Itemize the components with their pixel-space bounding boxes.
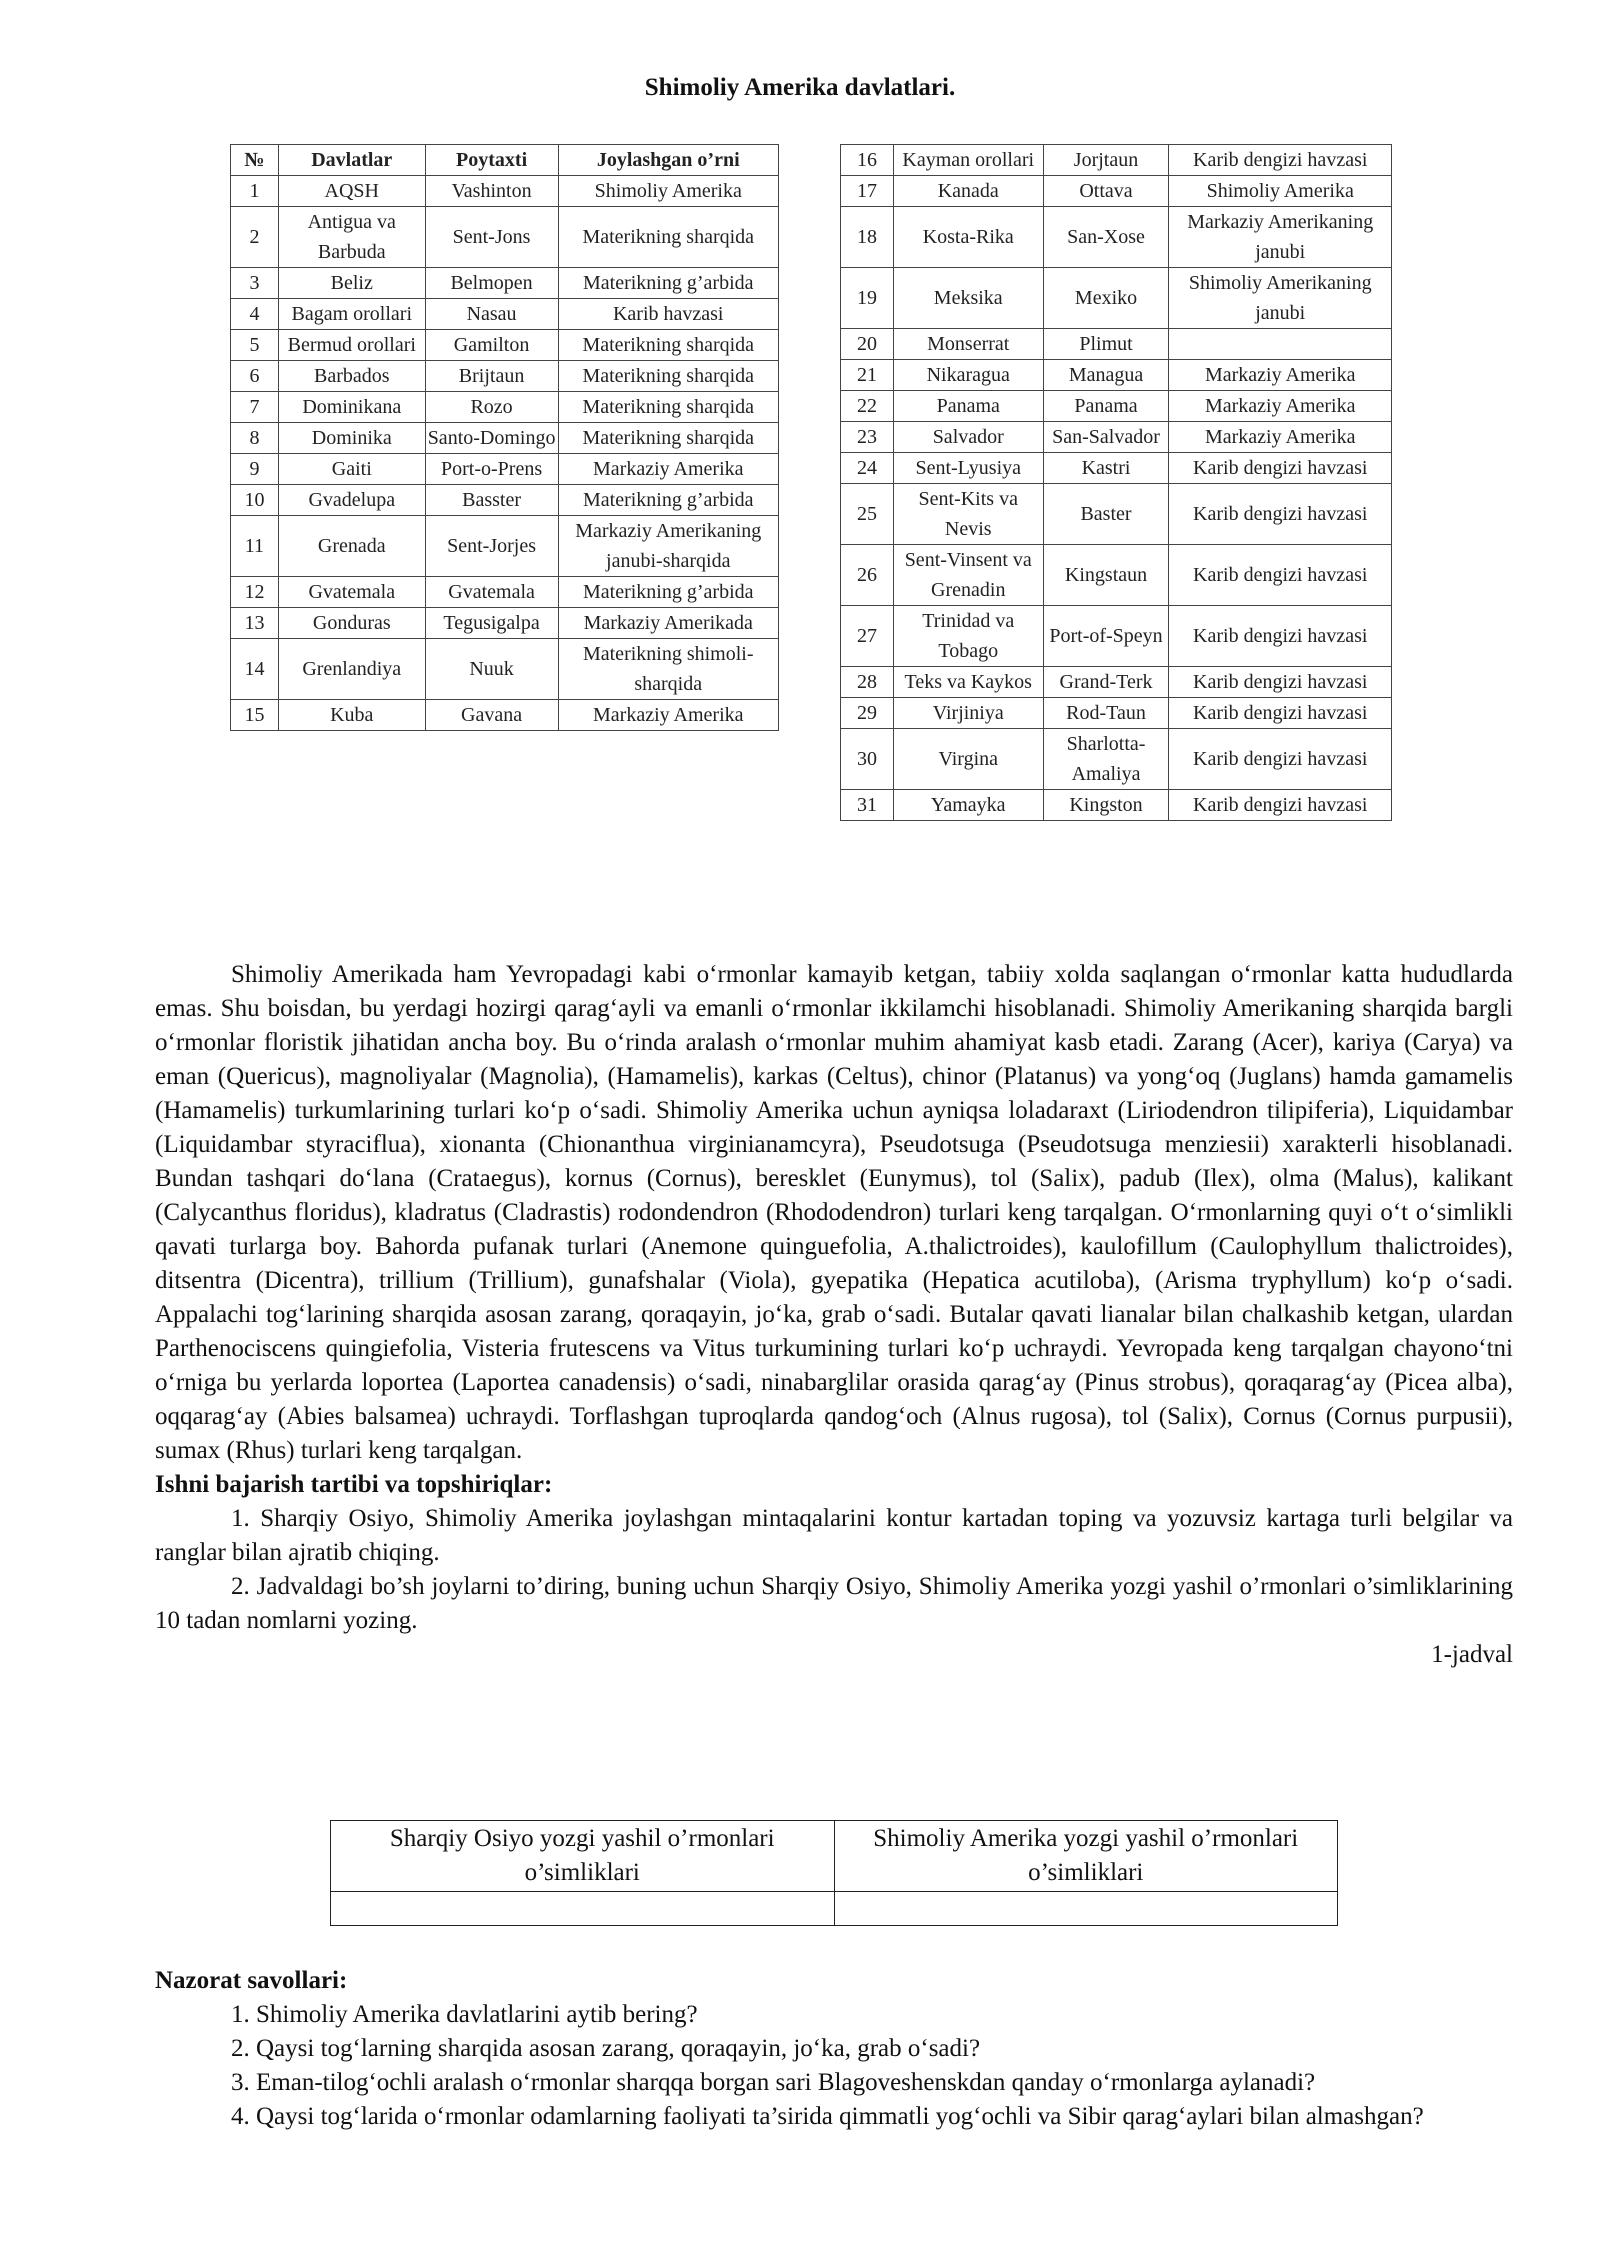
row-number: 4 [231, 299, 279, 330]
country-cell: Bermud orollari [278, 330, 425, 361]
table-row [841, 422, 1392, 453]
capital-cell: Gvatemala [425, 577, 558, 608]
row-number: 19 [841, 268, 894, 329]
location-cell: Markaziy Amerika [1169, 360, 1392, 391]
row-number: 9 [231, 454, 279, 485]
mini-col-header-2: Shimoliy Amerika yozgi yashil o’rmonlari o’simliklari [834, 1821, 1338, 1892]
capital-cell: Port-of-Speyn [1043, 606, 1169, 667]
mini-col-header-1: Sharqiy Osiyo yozgi yashil o’rmonlari o’simliklari [331, 1821, 835, 1892]
location-cell: Markaziy Amerika [558, 454, 779, 485]
country-cell: Gaiti [278, 454, 425, 485]
questions-block [155, 1964, 1513, 2134]
location-cell: Karib dengizi havzasi [1169, 145, 1392, 176]
table-row [841, 606, 1392, 667]
location-cell: Markaziy Amerika [1169, 422, 1392, 453]
question-4: 4. Qaysi tog‘larida o‘rmonlar odamlarning faoliyati ta’sirida qimmatli yog‘ochli va Sibir qarag‘aylari bilan almashgan? [231, 2103, 1424, 2130]
table-row [231, 392, 779, 423]
location-cell: Markaziy Amerika [1169, 391, 1392, 422]
capital-cell: Mexiko [1043, 268, 1169, 329]
country-cell: Kuba [278, 700, 425, 731]
capital-cell: Kingston [1043, 790, 1169, 821]
location-cell: Markaziy Amerika [558, 700, 779, 731]
row-number: 26 [841, 545, 894, 606]
country-cell: Sent-Lyusiya [893, 453, 1043, 484]
country-cell: Bagam orollari [278, 299, 425, 330]
location-cell: Materikning sharqida [558, 392, 779, 423]
capital-cell: Brijtaun [425, 361, 558, 392]
row-number: 5 [231, 330, 279, 361]
location-cell: Karib dengizi havzasi [1169, 698, 1392, 729]
country-cell: Kosta-Rika [893, 207, 1043, 268]
country-cell: Dominika [278, 423, 425, 454]
capital-cell: Grand-Terk [1043, 667, 1169, 698]
row-number: 21 [841, 360, 894, 391]
capital-cell: Jorjtaun [1043, 145, 1169, 176]
table-label: 1-jadval [1431, 1641, 1513, 1668]
table-row [231, 361, 779, 392]
capital-cell: Port-o-Prens [425, 454, 558, 485]
capital-cell: San-Xose [1043, 207, 1169, 268]
table-row [231, 454, 779, 485]
question-2: 2. Qaysi tog‘larning sharqida asosan zarang, qoraqayin, jo‘ka, grab o‘sadi? [231, 2035, 981, 2062]
row-number: 10 [231, 485, 279, 516]
location-cell: Markaziy Amerikaning janubi-sharqida [558, 516, 779, 577]
row-number: 16 [841, 145, 894, 176]
location-cell: Materikning sharqida [558, 207, 779, 268]
location-cell: Materikning shimoli-sharqida [558, 639, 779, 700]
row-number: 11 [231, 516, 279, 577]
capital-cell: Tegusigalpa [425, 608, 558, 639]
table-row [841, 207, 1392, 268]
row-number: 7 [231, 392, 279, 423]
country-cell: Kayman orollari [893, 145, 1043, 176]
capital-cell: San-Salvador [1043, 422, 1169, 453]
table-row [841, 268, 1392, 329]
location-cell: Shimoliy Amerika [558, 176, 779, 207]
country-cell: Monserrat [893, 329, 1043, 360]
country-cell: Panama [893, 391, 1043, 422]
country-cell: Antigua va Barbuda [278, 207, 425, 268]
location-cell: Materikning sharqida [558, 330, 779, 361]
row-number: 27 [841, 606, 894, 667]
country-cell: Gvadelupa [278, 485, 425, 516]
row-number: 28 [841, 667, 894, 698]
row-number: 6 [231, 361, 279, 392]
row-number: 13 [231, 608, 279, 639]
location-cell: Shimoliy Amerikaning janubi [1169, 268, 1392, 329]
country-cell: Dominikana [278, 392, 425, 423]
header-country: Davlatlar [278, 145, 425, 176]
row-number: 17 [841, 176, 894, 207]
countries-table-left [230, 144, 779, 731]
country-cell: Yamayka [893, 790, 1043, 821]
capital-cell: Sent-Jorjes [425, 516, 558, 577]
row-number: 22 [841, 391, 894, 422]
table-row [231, 423, 779, 454]
table-row [841, 484, 1392, 545]
countries-table-right [840, 144, 1392, 821]
location-cell: Materikning sharqida [558, 423, 779, 454]
table-row [231, 700, 779, 731]
row-number: 23 [841, 422, 894, 453]
body-paragraph: Shimoliy Amerikada ham Yevropadagi kabi o‘rmonlar kamayib ketgan, tabiiy xolda saqlangan o‘rmonlar katta hududlarda emas. Shu boisdan, bu yerdagi hozirgi qarag‘ayli va emanli o‘rmonlar ikkilamchi hisoblanadi. Shimoliy Amerikaning sharqida bargli o‘rmonlar floristik jihatidan ancha boy. Bu o‘rinda aralash o‘rmonlar muhim ahamiyat kasb etadi. Zarang (Acer), kariya (Carya) va eman (Quericus), magnoliyalar (Magnolia), (Hamamelis), karkas (Celtus), chinor (Platanus) va yong‘oq (Juglans) hamda gamamelis (Hamamelis) turkumlarining turlari ko‘p o‘sadi. Shimoliy Amerika uchun ayniqsa loladaraxt (Liriodendron tilipiferia), Liquidambar (Liquidambar styraciflua), xionanta (Chionanthua virginianamcyra), Pseudotsuga (Pseudotsuga menziesii) xarakterli hisoblanadi. Bundan tashqari do‘lana (Crataegus), kornus (Cornus), beresklet (Eunymus), tol (Salix), padub (Ilex), olma (Malus), kalikant (Calycanthus floridus), kladratus (Cladrastis) rodondendron (Rhododendron) turlari keng tarqalgan. O‘rmonlarning quyi o‘t o‘simlikli qavati turlarga boy. Bahorda pufanak turlari (Anemone quinguefolia, A.thalictroides), kaulofillum (Caulophyllum thalictroides), ditsentra (Dicentra), trillium (Trillium), gunafshalar (Viola), gyepatika (Hepatica acutiloba), (Arisma tryphyllum) ko‘p o‘sadi. Appalachi tog‘larining sharqida asosan zarang, qoraqayin, jo‘ka, grab o‘sadi. Butalar qavati lianalar bilan chalkashib ketgan, ulardan Parthenociscens quingiefolia, Visteria frutescens va Vitus turkumining turlari ko‘p uchraydi. Yevropada keng tarqalgan chayono‘tni o‘rniga bu yerlarda loportea (Laportea canadensis) o‘sadi, ninabarglilar orasida qarag‘ay (Pinus strobus), qoraqarag‘ay (Picea alba), oqqarag‘ay (Abies balsamea) uchraydi. Torflashgan tuproqlarda qandog‘och (Alnus rugosa), tol (Salix), Cornus (Cornus purpusii), sumax (Rhus) turlari keng tarqalgan. [155, 961, 1513, 1464]
capital-cell: Sharlotta-Amaliya [1043, 729, 1169, 790]
country-cell: Kanada [893, 176, 1043, 207]
table-row [231, 516, 779, 577]
country-cell: Gvatemala [278, 577, 425, 608]
location-cell: Karib dengizi havzasi [1169, 484, 1392, 545]
country-cell: Sent-Vinsent va Grenadin [893, 545, 1043, 606]
location-cell: Karib dengizi havzasi [1169, 453, 1392, 484]
table-row [231, 299, 779, 330]
capital-cell: Managua [1043, 360, 1169, 391]
country-cell: Virgina [893, 729, 1043, 790]
header-capital: Poytaxti [425, 145, 558, 176]
table-row [231, 207, 779, 268]
country-cell: Beliz [278, 268, 425, 299]
capital-cell: Belmopen [425, 268, 558, 299]
location-cell: Materikning g’arbida [558, 485, 779, 516]
row-number: 29 [841, 698, 894, 729]
capital-cell: Ottava [1043, 176, 1169, 207]
location-cell: Karib dengizi havzasi [1169, 667, 1392, 698]
location-cell: Materikning sharqida [558, 361, 779, 392]
country-cell: Salvador [893, 422, 1043, 453]
location-cell: Karib dengizi havzasi [1169, 729, 1392, 790]
table-row [841, 329, 1392, 360]
row-number: 18 [841, 207, 894, 268]
country-cell: Teks va Kaykos [893, 667, 1043, 698]
country-cell: Gonduras [278, 608, 425, 639]
row-number: 15 [231, 700, 279, 731]
location-cell: Markaziy Amerikaning janubi [1169, 207, 1392, 268]
table-row [841, 545, 1392, 606]
row-number: 8 [231, 423, 279, 454]
row-number: 2 [231, 207, 279, 268]
capital-cell: Nuuk [425, 639, 558, 700]
table-row [841, 729, 1392, 790]
row-number: 1 [231, 176, 279, 207]
row-number: 3 [231, 268, 279, 299]
capital-cell: Kingstaun [1043, 545, 1169, 606]
country-cell: AQSH [278, 176, 425, 207]
capital-cell: Santo-Domingo [425, 423, 558, 454]
capital-cell: Baster [1043, 484, 1169, 545]
capital-cell: Sent-Jons [425, 207, 558, 268]
table-row [841, 698, 1392, 729]
mini-empty-cell[interactable] [331, 1892, 835, 1926]
row-number: 20 [841, 329, 894, 360]
questions-heading: Nazorat savollari: [155, 1967, 348, 1994]
table-row [231, 330, 779, 361]
table-row [231, 176, 779, 207]
capital-cell: Plimut [1043, 329, 1169, 360]
location-cell: Karib dengizi havzasi [1169, 790, 1392, 821]
table-row [841, 145, 1392, 176]
country-cell: Nikaragua [893, 360, 1043, 391]
question-1: 1. Shimoliy Amerika davlatlarini aytib bering? [231, 2001, 698, 2028]
tasks-heading: Ishni bajarish tartibi va topshiriqlar: [155, 1471, 553, 1498]
text-block [155, 958, 1513, 1672]
table-row [231, 639, 779, 700]
location-cell: Karib dengizi havzasi [1169, 606, 1392, 667]
country-cell: Trinidad va Tobago [893, 606, 1043, 667]
header-number: № [231, 145, 279, 176]
country-cell: Barbados [278, 361, 425, 392]
capital-cell: Vashinton [425, 176, 558, 207]
table-row [231, 577, 779, 608]
capital-cell: Rozo [425, 392, 558, 423]
row-number: 25 [841, 484, 894, 545]
header-location: Joylashgan o’rni [558, 145, 779, 176]
location-cell: Markaziy Amerikada [558, 608, 779, 639]
row-number: 30 [841, 729, 894, 790]
capital-cell: Basster [425, 485, 558, 516]
country-cell: Grenada [278, 516, 425, 577]
location-cell [1169, 329, 1392, 360]
table-header-row [231, 145, 779, 176]
row-number: 24 [841, 453, 894, 484]
page-title: Shimoliy Amerika davlatlari. [644, 74, 956, 101]
plants-table [330, 1820, 1338, 1926]
capital-cell: Panama [1043, 391, 1169, 422]
mini-empty-cell[interactable] [834, 1892, 1338, 1926]
location-cell: Materikning g’arbida [558, 577, 779, 608]
capital-cell: Gamilton [425, 330, 558, 361]
location-cell: Materikning g’arbida [558, 268, 779, 299]
location-cell: Shimoliy Amerika [1169, 176, 1392, 207]
country-cell: Virjiniya [893, 698, 1043, 729]
table-row [231, 485, 779, 516]
row-number: 31 [841, 790, 894, 821]
table-row [841, 391, 1392, 422]
table-row [841, 453, 1392, 484]
location-cell: Karib havzasi [558, 299, 779, 330]
capital-cell: Gavana [425, 700, 558, 731]
table-row [841, 667, 1392, 698]
table-row [841, 176, 1392, 207]
capital-cell: Kastri [1043, 453, 1169, 484]
capital-cell: Rod-Taun [1043, 698, 1169, 729]
question-3: 3. Eman-tilog‘ochli aralash o‘rmonlar sharqqa borgan sari Blagoveshenskdan qanday o‘rmonlarga aylanadi? [231, 2069, 1316, 2096]
table-row [841, 360, 1392, 391]
country-cell: Sent-Kits va Nevis [893, 484, 1043, 545]
row-number: 12 [231, 577, 279, 608]
table-row [231, 268, 779, 299]
table-row [841, 790, 1392, 821]
table-row [231, 608, 779, 639]
task-2: 2. Jadvaldagi bo’sh joylarni to’diring, buning uchun Sharqiy Osiyo, Shimoliy Amerika yozgi yashil o’rmonlari o’simliklarining 10 tadan nomlarni yozing. [155, 1573, 1513, 1634]
country-cell: Meksika [893, 268, 1043, 329]
task-1: 1. Sharqiy Osiyo, Shimoliy Amerika joylashgan mintaqalarini kontur kartadan toping va yozuvsiz kartaga turli belgilar va ranglar bilan ajratib chiqing. [155, 1505, 1513, 1566]
row-number: 14 [231, 639, 279, 700]
location-cell: Karib dengizi havzasi [1169, 545, 1392, 606]
capital-cell: Nasau [425, 299, 558, 330]
country-cell: Grenlandiya [278, 639, 425, 700]
